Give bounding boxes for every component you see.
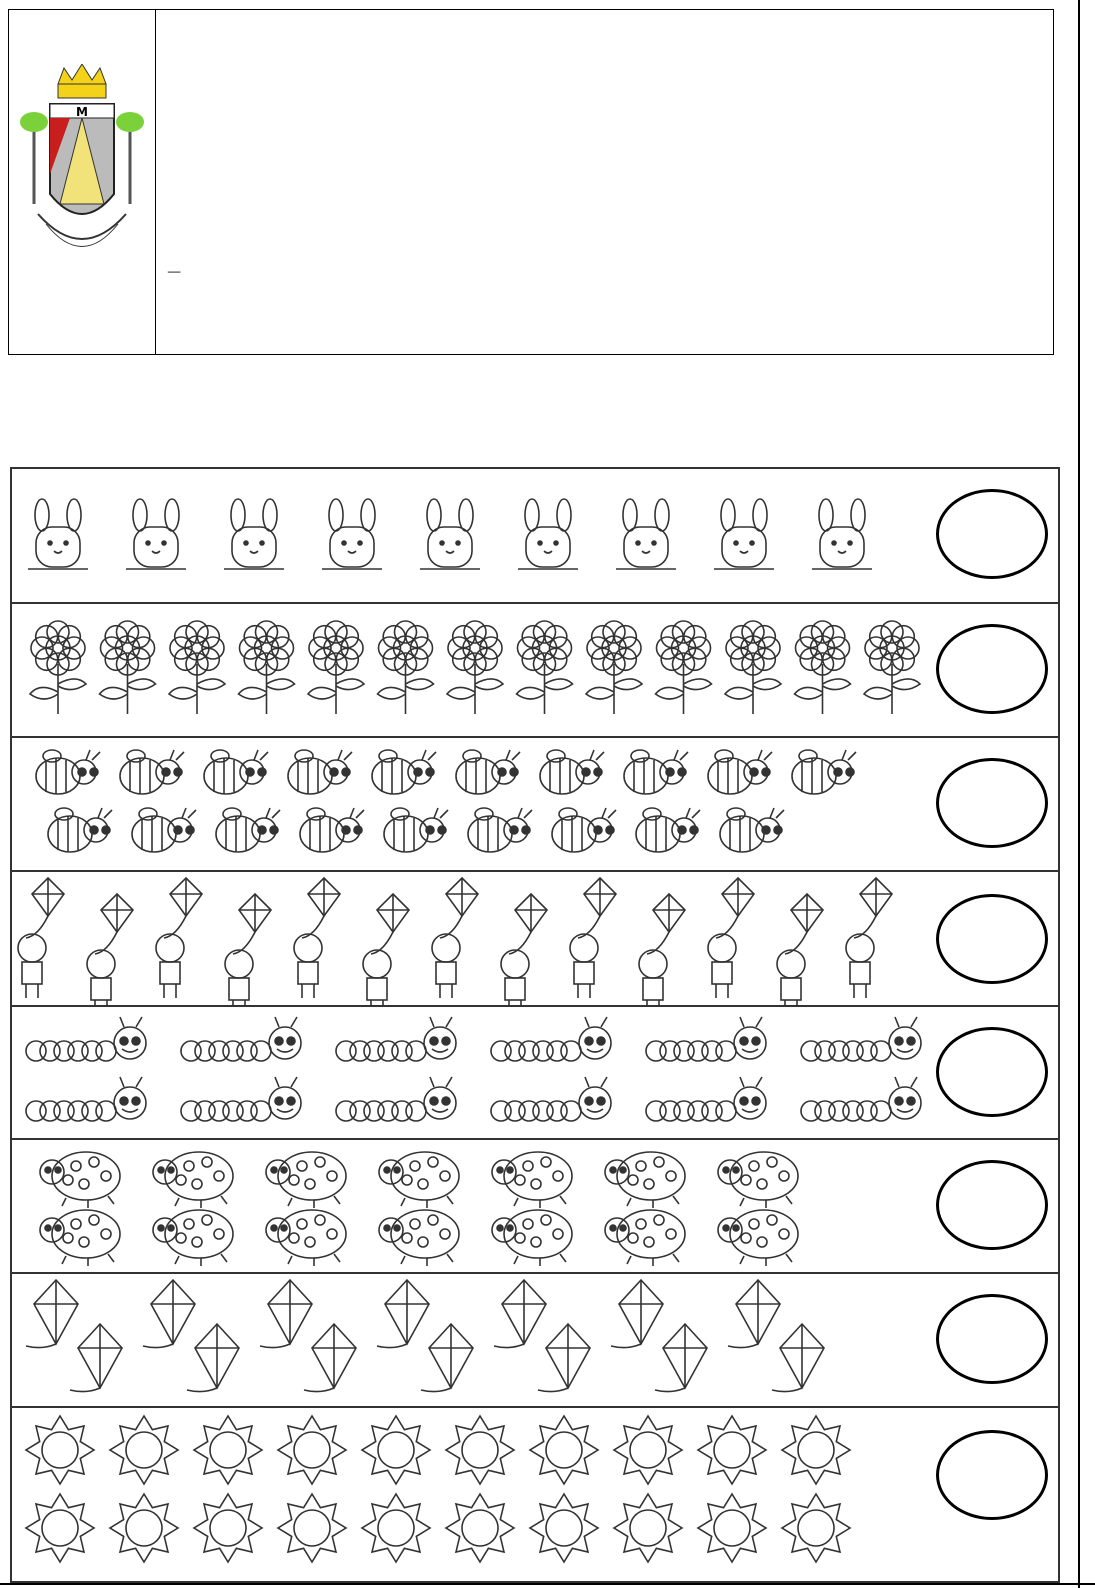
ladybug-icon [379, 1152, 459, 1208]
page-margin-rule [1078, 0, 1080, 1588]
kite-icon [187, 1324, 239, 1392]
row-kite-boys [12, 872, 1058, 1007]
row-rabbits [12, 469, 1058, 604]
counting-worksheet [10, 467, 1060, 1583]
flower-icon [30, 621, 86, 714]
bee-icon [468, 808, 532, 852]
flower-icon [378, 621, 434, 714]
kite-icon [538, 1324, 590, 1392]
rabbit-icon [322, 499, 382, 569]
row-ladybugs [12, 1140, 1058, 1274]
answer-circle[interactable] [936, 1430, 1048, 1520]
rabbit-icon [518, 499, 578, 569]
sun-icon [278, 1416, 346, 1484]
flower-icon [586, 621, 642, 714]
bee-icon-group [12, 738, 932, 872]
kite-boy-icon [639, 894, 685, 1007]
sun-icon [782, 1494, 850, 1562]
rabbit-icon [28, 499, 88, 569]
answer-circle[interactable] [936, 1027, 1048, 1117]
bee-icon [636, 808, 700, 852]
bee-icon [720, 808, 784, 852]
sun-icon [614, 1494, 682, 1562]
sun-icon [110, 1494, 178, 1562]
flower-icon [169, 621, 225, 714]
sun-icon [782, 1416, 850, 1484]
flower-icon [239, 621, 295, 714]
row-flowers [12, 604, 1058, 738]
bee-icon [624, 750, 688, 794]
answer-circle[interactable] [936, 1294, 1048, 1384]
bee-icon [204, 750, 268, 794]
answer-circle[interactable] [936, 1160, 1048, 1250]
bee-icon [792, 750, 856, 794]
rabbit-icon [420, 499, 480, 569]
flower-icon [517, 621, 573, 714]
kite-icon [728, 1280, 780, 1348]
flower-icon [100, 621, 156, 714]
ladybug-icon [266, 1152, 346, 1208]
flower-icon [447, 621, 503, 714]
flower-icon [725, 621, 781, 714]
answer-circle[interactable] [936, 624, 1048, 714]
ladybug-icon [153, 1210, 233, 1266]
kite-icon [655, 1324, 707, 1392]
row-suns [12, 1408, 1058, 1581]
kite-icon [772, 1324, 824, 1392]
sun-icon [26, 1494, 94, 1562]
rabbit-icon [812, 499, 872, 569]
caterpillar-icon [491, 1017, 611, 1061]
kite-icon-group [12, 1274, 932, 1408]
logo-cell [9, 10, 156, 354]
sun-icon [614, 1416, 682, 1484]
kite-icon [494, 1280, 546, 1348]
bee-icon [384, 808, 448, 852]
sun-icon [194, 1416, 262, 1484]
sun-icon [362, 1494, 430, 1562]
bee-icon [288, 750, 352, 794]
bee-icon [36, 750, 100, 794]
caterpillar-icon [26, 1077, 146, 1121]
rabbit-icon [224, 499, 284, 569]
kite-icon [70, 1324, 122, 1392]
caterpillar-icon [646, 1017, 766, 1061]
kite-boy-icon [846, 878, 892, 998]
bee-icon [48, 808, 112, 852]
caterpillar-icon [491, 1077, 611, 1121]
bee-icon [708, 750, 772, 794]
answer-line: _ [168, 250, 181, 275]
kite-icon [143, 1280, 195, 1348]
ladybug-icon [718, 1152, 798, 1208]
ladybug-icon [40, 1210, 120, 1266]
bee-icon [120, 750, 184, 794]
ladybug-icon [492, 1210, 572, 1266]
sun-icon [26, 1416, 94, 1484]
caterpillar-icon [181, 1017, 301, 1061]
kite-boy-icon [294, 878, 340, 998]
caterpillar-icon [801, 1077, 921, 1121]
info-cell [156, 10, 1053, 354]
kite-boy-icon [708, 878, 754, 998]
rabbit-icon [126, 499, 186, 569]
bee-icon [552, 808, 616, 852]
ladybug-icon [492, 1152, 572, 1208]
kite-icon [377, 1280, 429, 1348]
bee-icon [456, 750, 520, 794]
caterpillar-icon [801, 1017, 921, 1061]
ladybug-icon [718, 1210, 798, 1266]
bee-icon [132, 808, 196, 852]
bee-icon [216, 808, 280, 852]
kite-boy-icon [225, 894, 271, 1007]
row-kites [12, 1274, 1058, 1408]
bee-icon [540, 750, 604, 794]
ladybug-icon [266, 1210, 346, 1266]
rabbit-icon [714, 499, 774, 569]
kite-boy-icon [363, 894, 409, 1007]
flower-icon-group [12, 604, 932, 738]
ladybug-icon-group [12, 1140, 932, 1274]
header-table [8, 9, 1054, 355]
kite-boy-icon [87, 894, 133, 1007]
rabbit-icon [616, 499, 676, 569]
row-bees [12, 738, 1058, 872]
sun-icon [194, 1494, 262, 1562]
kite-boy-icon [501, 894, 547, 1007]
sun-icon [530, 1494, 598, 1562]
answer-circle[interactable] [936, 489, 1048, 579]
sun-icon [698, 1494, 766, 1562]
ibirite-coat-of-arms-logo [20, 64, 144, 300]
ladybug-icon [605, 1152, 685, 1208]
sun-icon [362, 1416, 430, 1484]
kite-boy-icon [432, 878, 478, 998]
rabbit-icon-group [12, 469, 932, 604]
caterpillar-icon-group [12, 1007, 932, 1140]
flower-icon [656, 621, 712, 714]
kite-boy-icon [18, 878, 64, 998]
kite-boy-icon [156, 878, 202, 998]
flower-icon [795, 621, 851, 714]
caterpillar-icon [336, 1077, 456, 1121]
ladybug-icon [153, 1152, 233, 1208]
kite-icon [26, 1280, 78, 1348]
flower-icon [864, 621, 920, 714]
ladybug-icon [379, 1210, 459, 1266]
caterpillar-icon [181, 1077, 301, 1121]
sun-icon-group [12, 1408, 932, 1581]
caterpillar-icon [26, 1017, 146, 1061]
kite-icon [611, 1280, 663, 1348]
svg-text:M: M [76, 105, 88, 119]
caterpillar-icon [336, 1017, 456, 1061]
kite-icon [304, 1324, 356, 1392]
sun-icon [446, 1494, 514, 1562]
bee-icon [372, 750, 436, 794]
kite-boy-icon [777, 894, 823, 1007]
sun-icon [698, 1416, 766, 1484]
kite-icon [421, 1324, 473, 1392]
ladybug-icon [40, 1152, 120, 1208]
caterpillar-icon [646, 1077, 766, 1121]
kite-boy-icon-group [12, 872, 932, 1007]
ladybug-icon [605, 1210, 685, 1266]
bottom-rule [0, 1583, 1095, 1585]
row-caterpillars [12, 1007, 1058, 1140]
sun-icon [446, 1416, 514, 1484]
sun-icon [278, 1494, 346, 1562]
sun-icon [110, 1416, 178, 1484]
kite-boy-icon [570, 878, 616, 998]
bee-icon [300, 808, 364, 852]
answer-circle[interactable] [936, 894, 1048, 984]
answer-circle[interactable] [936, 758, 1048, 848]
kite-icon [260, 1280, 312, 1348]
flower-icon [308, 621, 364, 714]
sun-icon [530, 1416, 598, 1484]
